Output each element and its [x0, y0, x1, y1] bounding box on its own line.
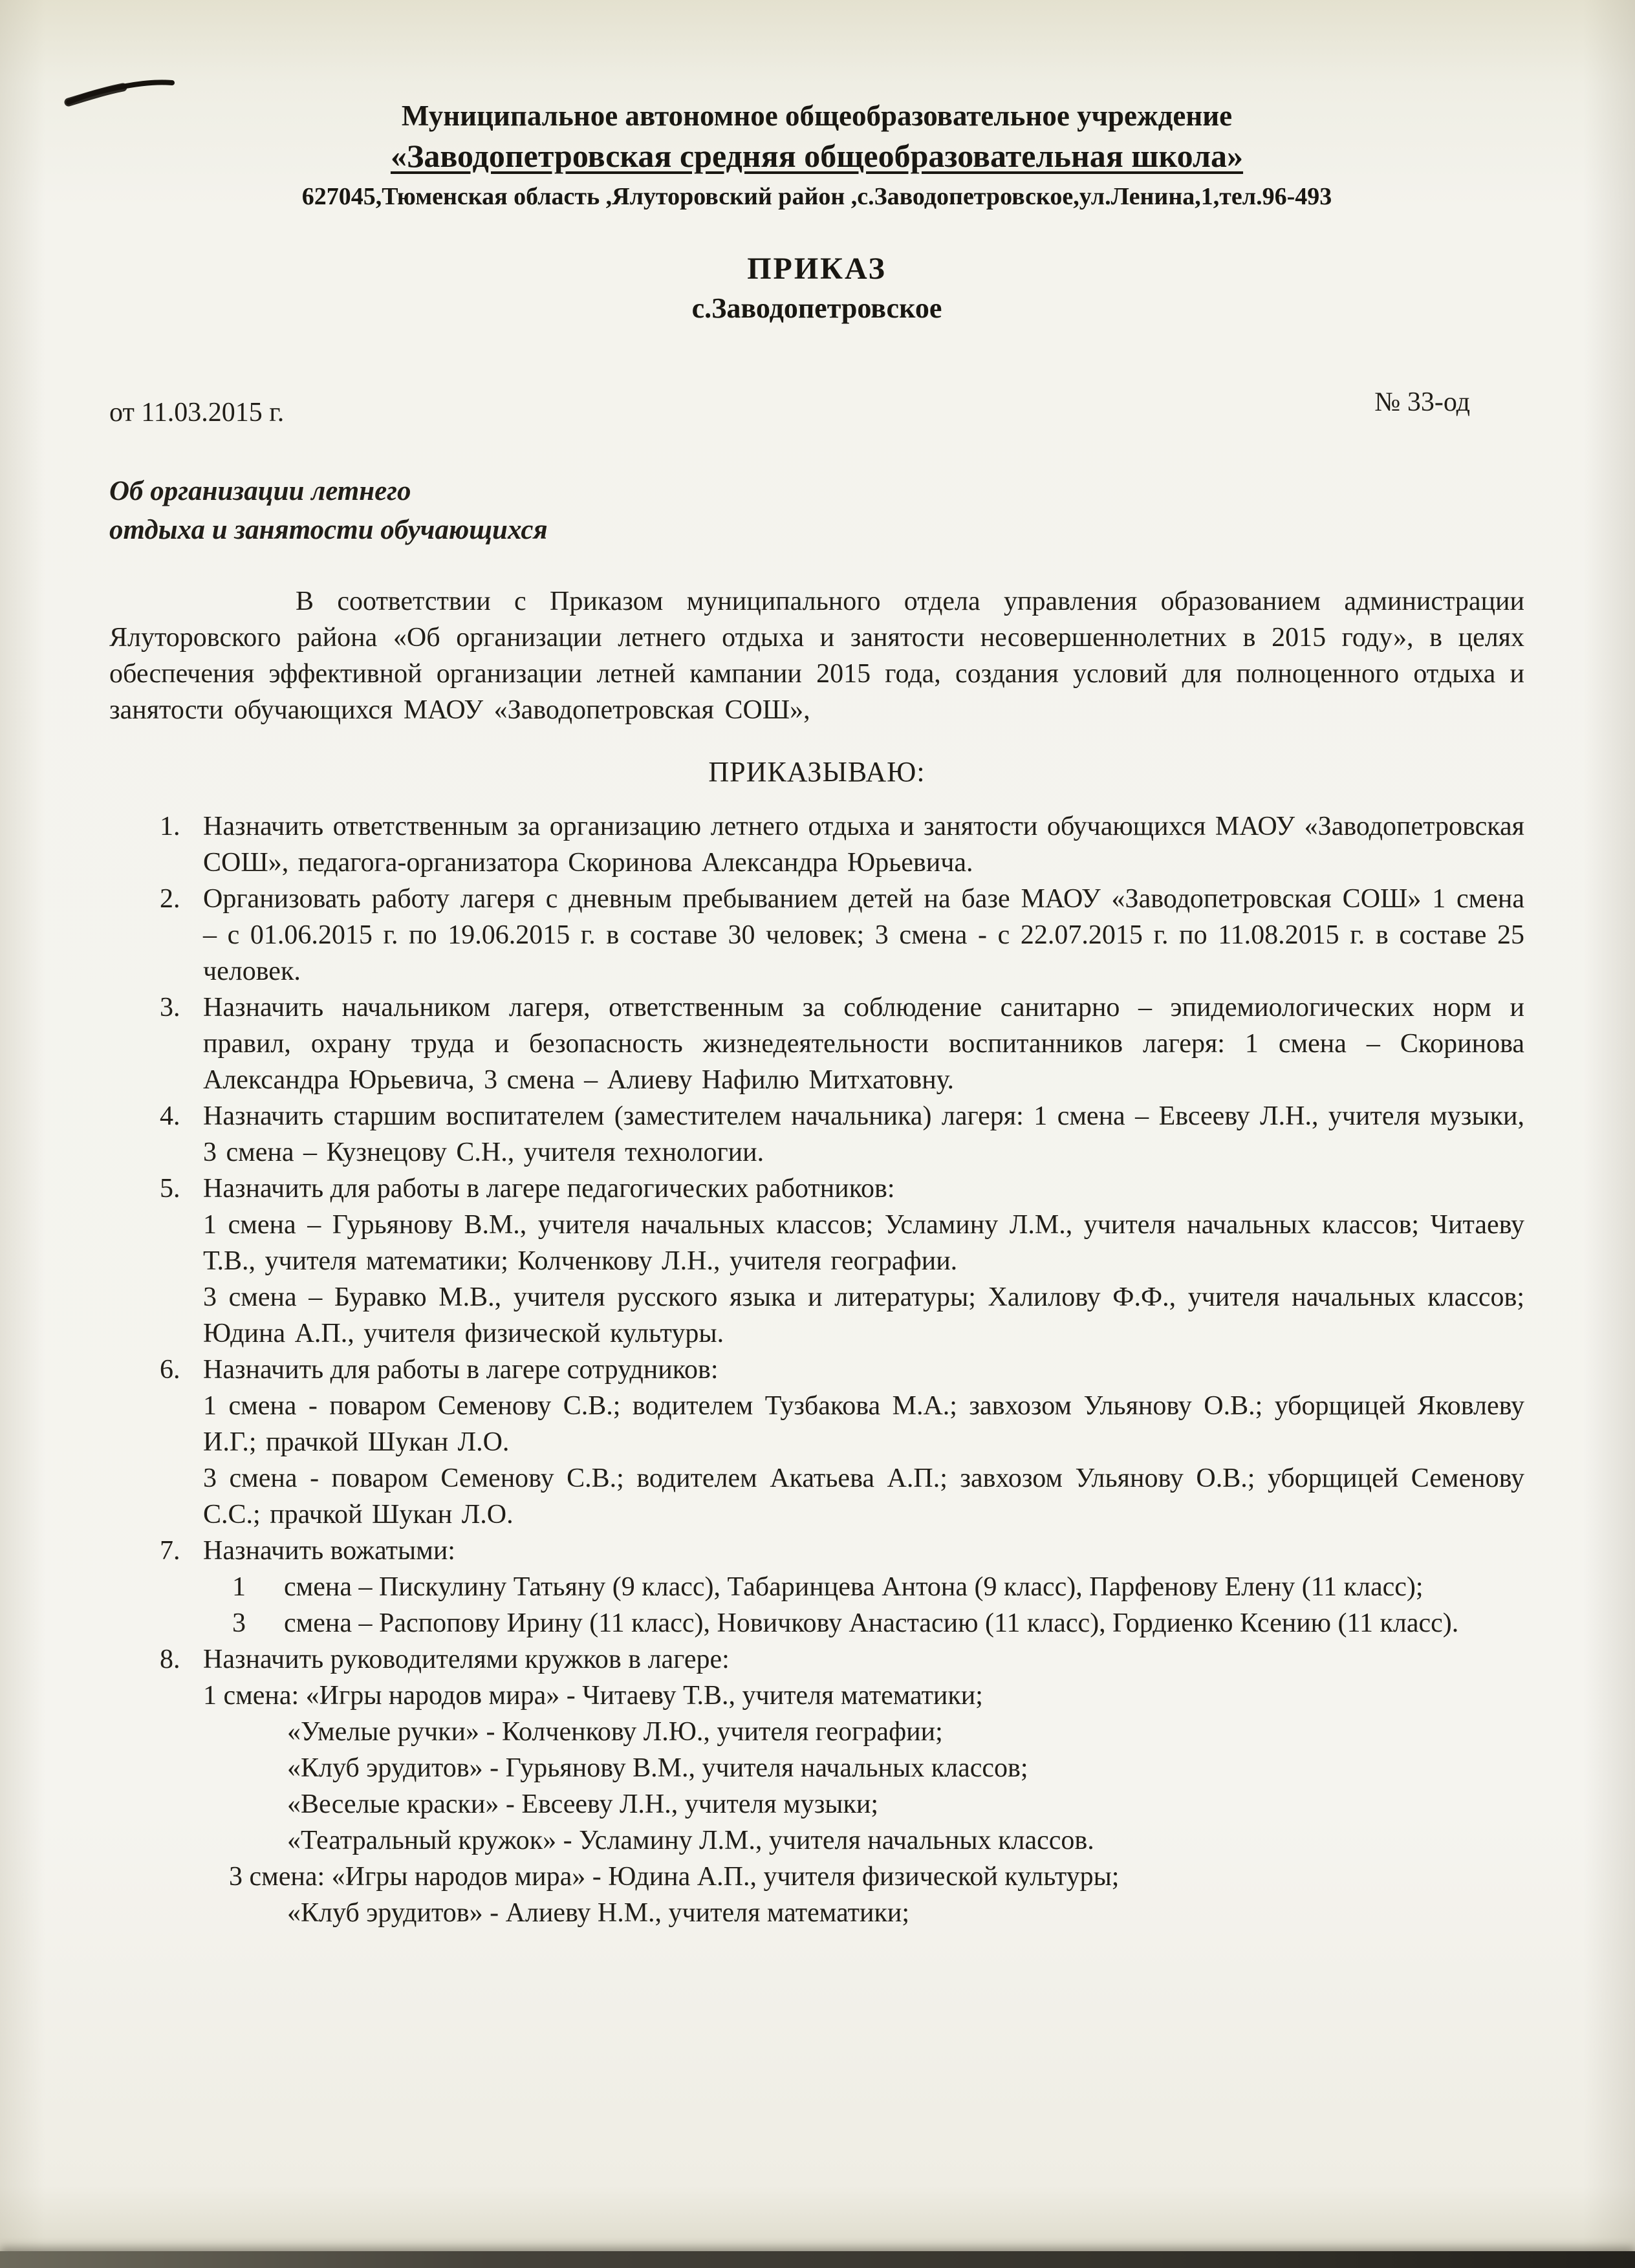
subject-line-2: отдыха и занятости обучающихся — [109, 515, 548, 545]
club-line: «Театральный кружок» - Усламину Л.М., учителя начальных классов. — [287, 1826, 1094, 1855]
document-type-title: ПРИКАЗ — [747, 252, 887, 286]
item-number: 1. — [160, 812, 180, 841]
organization-name: Муниципальное автономное общеобразовательное учреждение — [401, 100, 1233, 132]
intro-paragraph: В соответствии с Приказом муниципального отдела управления образованием администрации Ялуторовского района «Об организации летнего отдыха и занятости несовершеннолетних в 2015 году», в целях обеспечения эффективной организации летней кампании 2015 года, создания условий для полноценного отдыха и занятости обучающихся МАОУ «Заводопетровская СОШ», — [109, 587, 1524, 725]
item-text: 1 смена – Гурьянову В.М., учителя начальных классов; Усламину Л.М., учителя начальных классов; Читаеву Т.В., учителя математики; Колченкову Л.Н., учителя географии. — [203, 1210, 1524, 1276]
order-item-4 — [160, 1098, 1524, 1171]
club-line: «Клуб эрудитов» - Алиеву Н.М., учителя математики; — [287, 1898, 910, 1928]
document-number: № 33-од — [1374, 387, 1470, 417]
item-text: Назначить для работы в лагере сотрудников: — [203, 1355, 719, 1385]
item-number: 2. — [160, 884, 180, 914]
meta-row — [109, 387, 1524, 429]
subitem-shift-1 — [203, 1569, 1524, 1605]
item-text: 3 смена – Буравко М.В., учителя русского языка и литературы; Халилову Ф.Ф., учителя начальных классов; Юдина А.П., учителя физической культуры. — [203, 1282, 1524, 1348]
item-number: 8. — [160, 1645, 180, 1674]
item-text: Назначить начальником лагеря, ответственным за соблюдение санитарно – эпидемиологических норм и правил, охрану труда и безопасность жизнедеятельности воспитанников лагеря: 1 смена – Скоринова Александра Юрьевича, 3 смена – Алиеву Нафилю Митхатовну. — [203, 993, 1524, 1095]
item-number: 4. — [160, 1101, 180, 1131]
item-text: Назначить вожатыми: — [203, 1536, 455, 1566]
club-line: 1 смена: «Игры народов мира» - Читаеву Т.В., учителя математики; — [203, 1681, 983, 1711]
item-text: Назначить старшим воспитателем (заместителем начальника) лагеря: 1 смена – Евсееву Л.Н., учителя музыки, 3 смена – Кузнецову С.Н., учителя технологии. — [203, 1101, 1524, 1167]
order-item-8 — [160, 1641, 1524, 1931]
subitem-number: 3 — [232, 1608, 246, 1638]
subitem-text: смена – Пискулину Татьяну (9 класс), Табаринцева Антона (9 класс), Парфенову Елену (11 класс); — [284, 1572, 1424, 1602]
item-number: 7. — [160, 1536, 180, 1566]
item-text: Назначить для работы в лагере педагогических работников: — [203, 1174, 895, 1204]
subitem-number: 1 — [232, 1572, 246, 1602]
order-item-5 — [160, 1171, 1524, 1352]
order-items-list — [160, 808, 1524, 1931]
club-line: «Веселые краски» - Евсееву Л.Н., учителя музыки; — [287, 1789, 879, 1819]
subject-line-1: Об организации летнего — [109, 476, 411, 506]
order-item-1 — [160, 808, 1524, 881]
item-text: Назначить ответственным за организацию летнего отдыха и занятости обучающихся МАОУ «Заводопетровская СОШ», педагога-организатора Скоринова Александра Юрьевича. — [203, 812, 1524, 878]
order-item-3 — [160, 989, 1524, 1098]
item-number: 6. — [160, 1355, 180, 1385]
document-date: от 11.03.2015 г. — [109, 398, 285, 427]
resolution-word: ПРИКАЗЫВАЮ: — [708, 756, 926, 788]
order-item-2 — [160, 881, 1524, 989]
club-line: «Клуб эрудитов» - Гурьянову В.М., учителя начальных классов; — [287, 1753, 1028, 1783]
scan-bottom-edge — [0, 2251, 1635, 2268]
item-text: 1 смена - поваром Семенову С.В.; водителем Тузбакова М.А.; завхозом Ульянову О.В.; уборщицей Яковлеву И.Г.; прачкой Шукан Л.О. — [203, 1391, 1524, 1457]
document-header — [109, 97, 1524, 326]
item-text: Назначить руководителями кружков в лагере: — [203, 1645, 730, 1674]
subitem-shift-3 — [203, 1605, 1524, 1641]
item-number: 5. — [160, 1174, 180, 1204]
order-item-7 — [160, 1533, 1524, 1641]
item-text: Организовать работу лагеря с дневным пребыванием детей на базе МАОУ «Заводопетровская СОШ» 1 смена – с 01.06.2015 г. по 19.06.2015 г. в составе 30 человек; 3 смена - с 22.07.2015 г. по 11.08.2015 г. в составе 25 человек. — [203, 884, 1524, 986]
club-line: 3 смена: «Игры народов мира» - Юдина А.П., учителя физической культуры; — [229, 1862, 1120, 1892]
organization-address: 627045,Тюменская область ,Ялуторовский район ,с.Заводопетровское,ул.Ленина,1,тел.96-493 — [301, 183, 1332, 210]
school-name: «Заводопетровская средняя общеобразовательная школа» — [390, 138, 1244, 174]
subitem-text: смена – Распопову Ирину (11 класс), Новичкову Анастасию (11 класс), Гордиенко Ксению (11 класс). — [284, 1608, 1459, 1638]
item-text: 3 смена - поваром Семенову С.В.; водителем Акатьева А.П.; завхозом Ульянову О.В.; уборщицей Семенову С.С.; прачкой Шукан Л.О. — [203, 1463, 1524, 1529]
document-place: с.Заводопетровское — [691, 292, 942, 324]
item-number: 3. — [160, 993, 180, 1022]
subject-block — [109, 472, 1524, 550]
club-line: «Умелые ручки» - Колченкову Л.Ю., учителя географии; — [287, 1717, 943, 1747]
order-item-6 — [160, 1352, 1524, 1533]
